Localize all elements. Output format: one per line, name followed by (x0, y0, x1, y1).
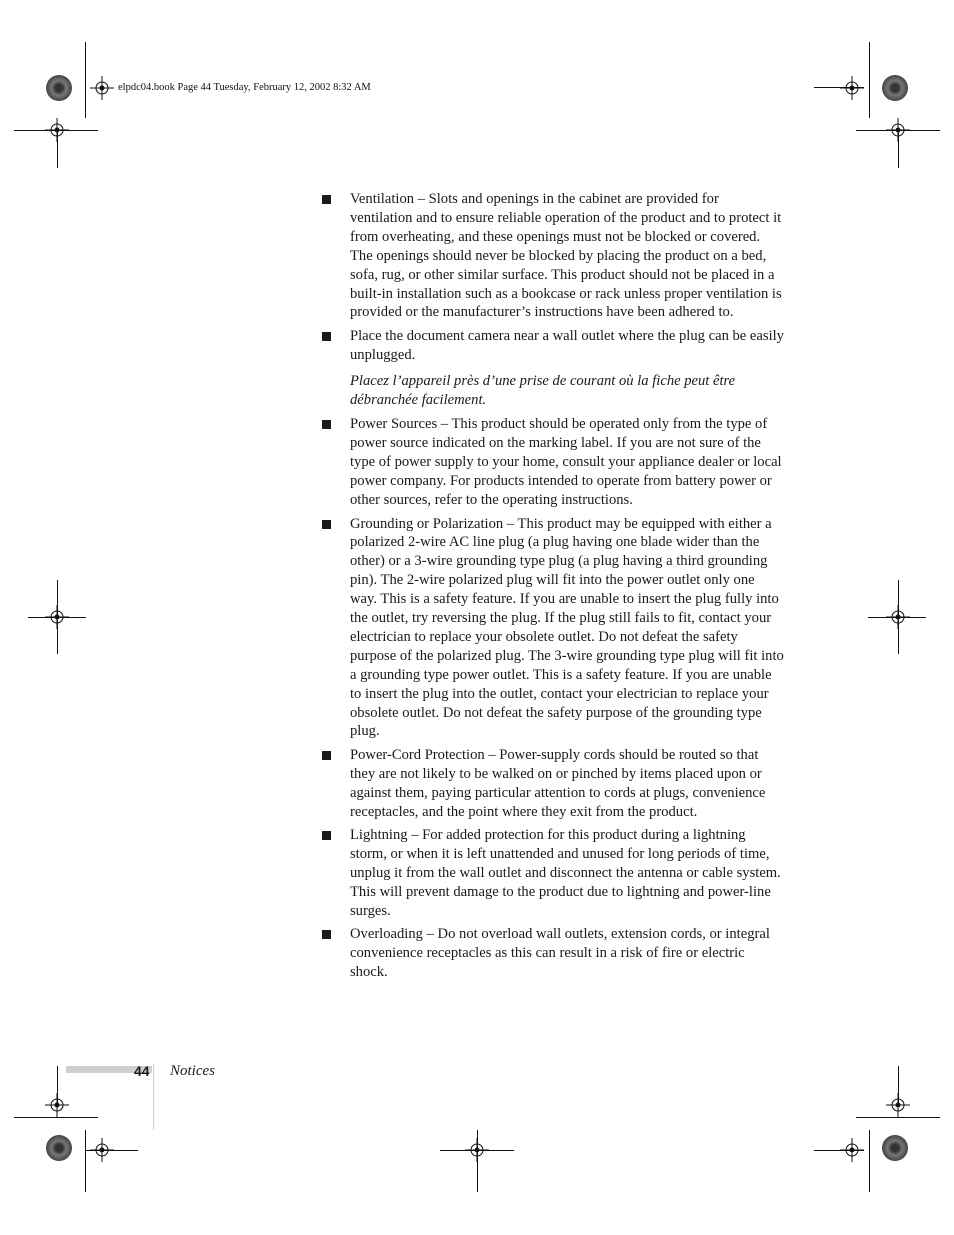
registration-target-icon (90, 1138, 114, 1162)
crop-mark (898, 130, 899, 168)
list-item-text: Lightning – For added protection for this product during a lightning storm, or when it is left unattended and unused for long periods of time, unplug it from the wall outlet and disconnect the antenna or cable system. This will prevent damage to the product due to lightning and power-line surges. (350, 827, 781, 919)
registration-disc-icon (46, 75, 72, 101)
crop-mark (85, 42, 86, 118)
crop-mark (869, 1130, 870, 1192)
crop-mark (869, 42, 870, 118)
crop-mark (14, 1117, 98, 1118)
registration-disc-icon (46, 1135, 72, 1161)
registration-disc-icon (882, 75, 908, 101)
french-translation: Placez l’appareil près d’une prise de courant où la fiche peut être débranchée facilement. (350, 372, 736, 408)
registration-target-icon (840, 1138, 864, 1162)
bullet-square-icon (322, 831, 331, 840)
crop-mark (57, 130, 58, 168)
list-item-text: Grounding or Polarization – This product may be equipped with either a polarized 2-wire AC line plug (a plug having one blade wider than the other) or a 3-wire grounding type plug (a plug having a third grounding pin). The 2-wire polarized plug will fit into the power outlet only one way. This is a safety feature. If you are unable to insert the plug fully into the outlet, try reversing the plug. If the plug still fails to fit, contact your electrician to replace your obsolete outlet. Do not defeat the safety purpose of the polarized plug. The 3-wire grounding type plug will fit into a grounding type power outlet. This is a safety feature. If you are unable to insert the plug into the outlet, contact your electrician to replace your obsolete outlet. Do not defeat the safety purpose of the grounding type plug. (350, 515, 784, 740)
bullet-square-icon (322, 930, 331, 939)
registration-target-icon (840, 76, 864, 100)
list-item-text: Power-Cord Protection – Power-supply cords should be routed so that they are not likely to be walked on or pinched by items placed upon or against them, paying particular attention to cords at plugs, convenience receptacles, and the point where they exit from the product. (350, 746, 766, 820)
list-item (322, 826, 784, 921)
registration-target-icon (886, 1093, 910, 1117)
registration-target-icon (886, 605, 910, 629)
bullet-square-icon (322, 195, 331, 204)
list-item (322, 746, 784, 822)
list-item (322, 190, 784, 322)
notices-list (322, 190, 784, 986)
list-item-text: Ventilation – Slots and openings in the cabinet are provided for ventilation and to ensure reliable operation of the product and to protect it from overheating, and these openings must not be blocked or covered. The openings should never be blocked by placing the product on a bed, sofa, rug, or other similar surface. This product should not be placed in a built-in installation such as a bookcase or rack unless proper ventilation is provided or the manufacturer’s instructions have been adhered to. (350, 191, 782, 321)
bullet-square-icon (322, 332, 331, 341)
list-item (322, 925, 784, 982)
registration-target-icon (45, 605, 69, 629)
list-item-text: Overloading – Do not overload wall outlets, extension cords, or integral convenience receptacles as this can result in a risk of fire or electric shock. (350, 926, 770, 980)
list-item-text: Power Sources – This product should be operated only from the type of power source indicated on the marking label. If you are not sure of the type of power supply to your home, consult your appliance dealer or local power company. For products intended to operate from battery power or other sources, refer to the operating instructions. (350, 416, 782, 509)
list-item (322, 415, 784, 510)
list-item (322, 515, 784, 742)
crop-mark (85, 1130, 86, 1192)
list-item (322, 327, 784, 410)
footer-divider (153, 1064, 154, 1130)
bullet-square-icon (322, 520, 331, 529)
list-item-text: Place the document camera near a wall outlet where the plug can be easily unplugged. (350, 327, 784, 363)
registration-disc-icon (882, 1135, 908, 1161)
page-number: 44 (134, 1063, 150, 1079)
bullet-square-icon (322, 751, 331, 760)
registration-target-icon (465, 1138, 489, 1162)
print-slug: elpdc04.book Page 44 Tuesday, February 12, 2002 8:32 AM (118, 82, 371, 93)
bullet-square-icon (322, 420, 331, 429)
crop-mark (856, 1117, 940, 1118)
registration-target-icon (45, 1093, 69, 1117)
registration-target-icon (90, 76, 114, 100)
section-name: Notices (170, 1063, 215, 1079)
